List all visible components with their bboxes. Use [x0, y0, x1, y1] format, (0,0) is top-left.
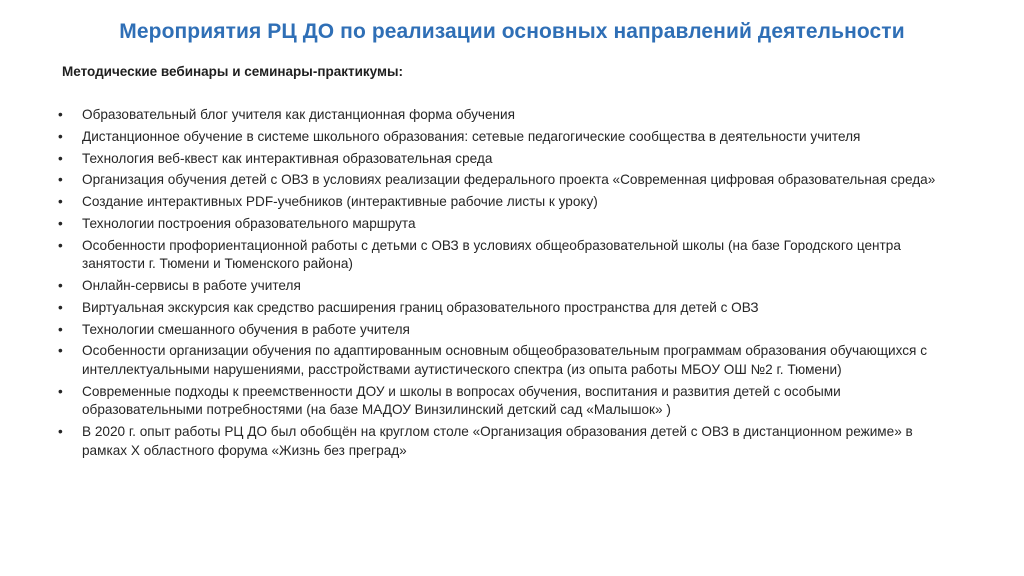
bullet-icon: • — [58, 299, 63, 315]
bullet-icon: • — [58, 383, 63, 399]
list-item — [56, 277, 956, 296]
list-item — [56, 193, 956, 212]
bullet-icon: • — [58, 150, 63, 166]
list-item — [56, 321, 956, 340]
list-item — [56, 237, 956, 274]
list-item-text: Особенности профориентационной работы с детьми с ОВЗ в условиях общеобразовательной школы (на базе Городского центра занятости г. Тюмени и Тюменского района) — [82, 237, 901, 272]
bullet-icon: • — [58, 424, 63, 440]
bullet-icon: • — [58, 128, 63, 144]
list-item-text: Технологии смешанного обучения в работе учителя — [82, 321, 410, 337]
list-item — [56, 171, 956, 190]
bullet-icon: • — [58, 237, 63, 253]
bullet-icon: • — [58, 343, 63, 359]
list-item-text: Современные подходы к преемственности ДОУ и школы в вопросах обучения, воспитания и развития детей с особыми образовательными потребностями (на базе МАДОУ Винзилинский детский сад «Малышок» ) — [82, 383, 841, 418]
bullet-icon: • — [58, 278, 63, 294]
slide-subtitle: Методические вебинары и семинары-практикумы: — [62, 64, 403, 79]
list-item — [56, 383, 956, 420]
list-item — [56, 423, 956, 460]
list-item-text: Создание интерактивных PDF-учебников (интерактивные рабочие листы к уроку) — [82, 194, 598, 210]
bullet-icon: • — [58, 194, 63, 210]
bullet-icon: • — [58, 172, 63, 188]
bullet-list — [56, 106, 956, 463]
list-item — [56, 299, 956, 318]
list-item — [56, 106, 956, 125]
list-item — [56, 215, 956, 234]
list-item-text: Технология веб-квест как интерактивная образовательная среда — [82, 150, 493, 166]
list-item-text: Онлайн-сервисы в работе учителя — [82, 278, 301, 294]
list-item-text: Виртуальная экскурсия как средство расширения границ образовательного пространства для детей с ОВЗ — [82, 299, 759, 315]
list-item-text: Дистанционное обучение в системе школьного образования: сетевые педагогические сообщества в деятельности учителя — [82, 128, 861, 144]
list-item-text: Технологии построения образовательного маршрута — [82, 215, 416, 231]
bullet-icon: • — [58, 215, 63, 231]
bullet-icon: • — [58, 321, 63, 337]
list-item — [56, 150, 956, 169]
bullet-icon: • — [58, 107, 63, 122]
list-item-text: Образовательный блог учителя как дистанционная форма обучения — [82, 107, 516, 122]
list-item — [56, 342, 956, 379]
list-item — [56, 128, 956, 147]
list-item-text: В 2020 г. опыт работы РЦ ДО был обобщён на круглом столе «Организация образования детей с ОВЗ в дистанционном режиме» в рамках Х областного форума «Жизнь без преград» — [82, 424, 913, 458]
list-item-text: Организация обучения детей с ОВЗ в условиях реализации федерального проекта «Современная цифровая образовательная среда» — [82, 172, 936, 188]
slide-title: Мероприятия РЦ ДО по реализации основных направлений деятельности — [119, 20, 905, 43]
list-item-text: Особенности организации обучения по адаптированным основным общеобразовательным программам образования обучающихся с интеллектуальными нарушениями, расстройствами аутистического спектра (из опыта работы МБОУ ОШ №2 г. Тюмени) — [82, 343, 927, 377]
